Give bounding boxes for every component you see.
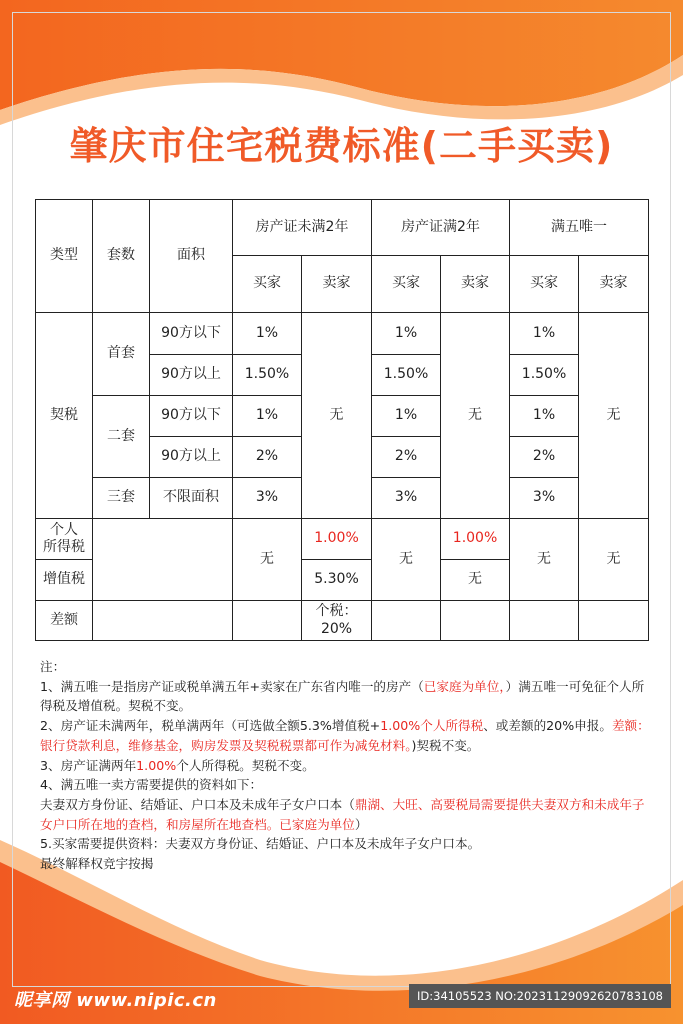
header-area: 面积	[150, 200, 233, 313]
seller-deed-none: 无	[302, 313, 372, 519]
tax-table	[35, 199, 649, 641]
empty-cell	[93, 519, 233, 601]
watermark: 昵享网 www.nipic.cn	[14, 990, 217, 1011]
area-cell: 90方以上	[150, 355, 233, 396]
buyer-none: 无	[372, 519, 441, 601]
empty-cell	[510, 601, 579, 641]
empty-cell	[579, 601, 649, 641]
income-rate-red: 1.00%	[302, 519, 372, 560]
rate-cell: 1%	[372, 313, 441, 355]
vat-label: 增值税	[36, 560, 93, 601]
income-rate-red: 1.00%	[441, 519, 510, 560]
difference-value: 个税： 20%	[302, 601, 372, 641]
buyer-none: 无	[510, 519, 579, 601]
header-type: 类型	[36, 200, 93, 313]
rate-cell: 1%	[233, 396, 302, 437]
area-cell: 90方以下	[150, 313, 233, 355]
empty-cell	[233, 601, 302, 641]
note-3: 3、房产证满两年1.00%个人所得税。契税不变。	[40, 757, 315, 773]
header-buyer: 买家	[233, 256, 302, 313]
header-count: 套数	[93, 200, 150, 313]
header-seller: 卖家	[302, 256, 372, 313]
note-5: 5.买家需要提供资料：夫妻双方身份证、结婚证、户口本及未成年子女户口本。	[40, 836, 481, 852]
rate-cell: 1%	[510, 396, 579, 437]
rate-cell: 1.50%	[372, 355, 441, 396]
seller-none: 无	[441, 560, 510, 601]
rate-cell: 1.50%	[510, 355, 579, 396]
header-over-2-years: 房产证满2年	[372, 200, 510, 256]
income-tax-label: 个人 所得税	[36, 519, 93, 560]
rate-cell: 1%	[372, 396, 441, 437]
header-seller: 卖家	[579, 256, 649, 313]
id-bar: ID:34105523 NO:20231129092620783108	[409, 984, 671, 1008]
note-1: 1、满五唯一是指房产证或税单满五年+卖家在广东省内唯一的房产（已家庭为单位，）满五唯一可免征个人所得税及增值税。契税不变。	[40, 678, 645, 714]
area-cell: 90方以上	[150, 437, 233, 478]
table-row	[36, 519, 649, 560]
buyer-none: 无	[233, 519, 302, 601]
header-seller: 卖家	[441, 256, 510, 313]
notes	[40, 657, 652, 874]
empty-cell	[441, 601, 510, 641]
rate-cell: 1%	[233, 313, 302, 355]
final-note: 最终解释权竞宇按揭	[40, 856, 154, 872]
table-row	[36, 601, 649, 641]
seller-deed-none: 无	[579, 313, 649, 519]
area-cell: 不限面积	[150, 478, 233, 519]
rate-cell: 2%	[372, 437, 441, 478]
note-4: 4、满五唯一卖方需要提供的资料如下：	[40, 777, 263, 793]
rate-cell: 3%	[510, 478, 579, 519]
rate-cell: 2%	[233, 437, 302, 478]
header-row-1	[36, 200, 649, 256]
table-row	[36, 313, 649, 355]
note-2: 2、房产证未满两年，税单满两年（可选做全额5.3%增值税+1.00%个人所得税、或差额的20%申报。差额：银行贷款利息，维修基金，购房发票及契税税票都可作为减免材料。)契税不变。	[40, 718, 650, 753]
page-title: 肇庆市住宅税费标准(二手买卖)	[69, 124, 614, 168]
header-buyer: 买家	[372, 256, 441, 313]
second-home-label: 二套	[93, 396, 150, 478]
seller-deed-none: 无	[441, 313, 510, 519]
empty-cell	[93, 601, 233, 641]
rate-cell: 1%	[510, 313, 579, 355]
empty-cell	[372, 601, 441, 641]
rate-cell: 2%	[510, 437, 579, 478]
header-under-2-years: 房产证未满2年	[233, 200, 372, 256]
rate-cell: 3%	[233, 478, 302, 519]
seller-none: 无	[579, 519, 649, 601]
deed-tax-label: 契税	[36, 313, 93, 519]
third-home-label: 三套	[93, 478, 150, 519]
difference-label: 差额	[36, 601, 93, 641]
first-home-label: 首套	[93, 313, 150, 396]
notes-heading: 注：	[40, 659, 66, 674]
vat-rate: 5.30%	[302, 560, 372, 601]
area-cell: 90方以下	[150, 396, 233, 437]
header-five-only: 满五唯一	[510, 200, 649, 256]
header-buyer: 买家	[510, 256, 579, 313]
rate-cell: 3%	[372, 478, 441, 519]
rate-cell: 1.50%	[233, 355, 302, 396]
note-4-detail: 夫妻双方身份证、结婚证、户口本及未成年子女户口本（鼎湖、大旺、高要税局需要提供夫妻双方和未成年子女户口所在地的查档，和房屋所在地查档。已家庭为单位）	[40, 796, 645, 832]
